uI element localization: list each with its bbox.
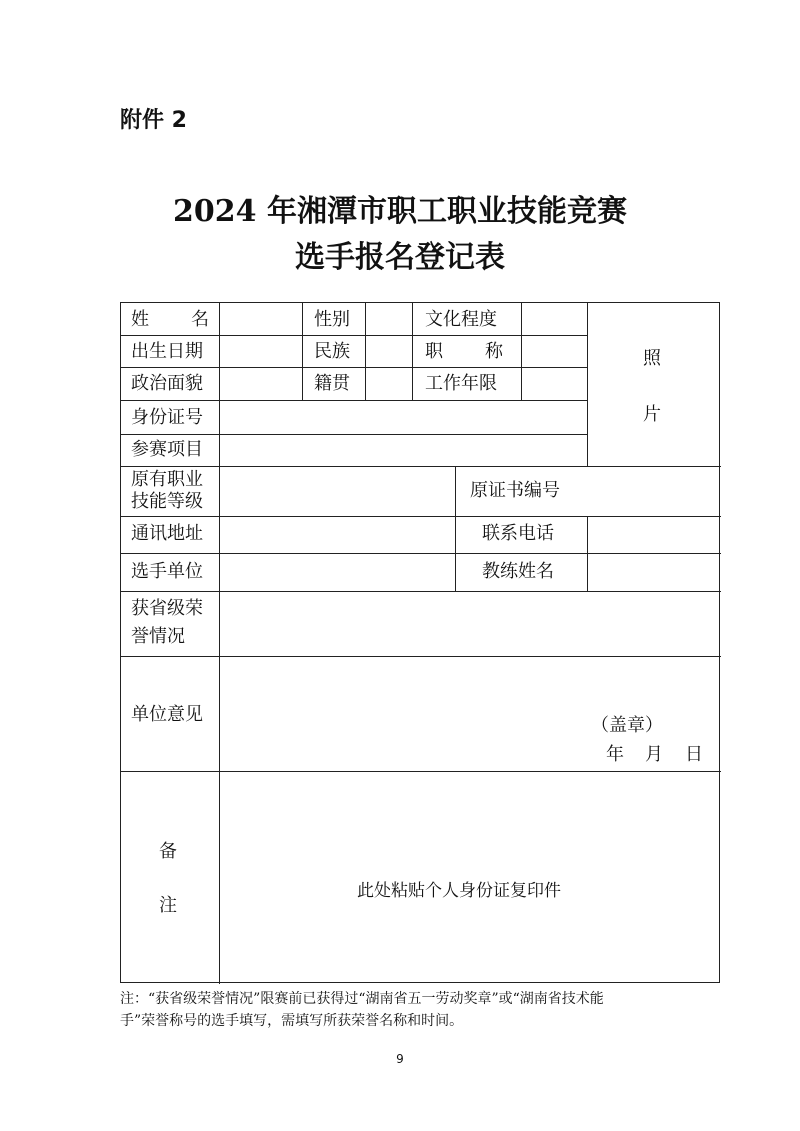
registration-form-table xyxy=(120,302,720,983)
work-years-label: 工作年限 xyxy=(425,373,497,394)
coach-label: 教练姓名 xyxy=(482,561,554,582)
honor-label-1: 获省级荣 xyxy=(131,598,203,619)
unit-input[interactable] xyxy=(220,554,455,591)
professional-title-label: 职 称 xyxy=(425,341,503,362)
ethnicity-label: 民族 xyxy=(314,341,350,362)
id-copy-area[interactable] xyxy=(220,772,721,984)
id-number-label: 身份证号 xyxy=(131,407,203,428)
photo-area[interactable] xyxy=(588,303,721,466)
attachment-label: 附件 2 xyxy=(120,108,187,133)
skill-level-input[interactable] xyxy=(220,467,455,516)
id-copy-note: 此处粘贴个人身份证复印件 xyxy=(357,881,561,901)
education-input[interactable] xyxy=(522,303,587,335)
phone-label: 联系电话 xyxy=(482,523,554,544)
date-month-label: 月 xyxy=(645,744,663,765)
birth-date-label: 出生日期 xyxy=(131,341,203,362)
photo-label-1: 照 xyxy=(643,348,661,369)
id-number-input[interactable] xyxy=(220,401,587,434)
seal-label: （盖章） xyxy=(591,715,663,736)
political-status-input[interactable] xyxy=(220,368,302,400)
note-line-1: 注：“获省级荣誉情况”限赛前已获得过“湖南省五一劳动奖章”或“湖南省技术能 xyxy=(120,991,604,1007)
remark-label-1: 备 xyxy=(159,841,177,862)
form-title-line-2: 选手报名登记表 xyxy=(295,240,505,275)
date-year-label: 年 xyxy=(606,744,624,765)
page-number: 9 xyxy=(396,1052,404,1066)
skill-level-label-2: 技能等级 xyxy=(131,491,203,512)
ethnicity-input[interactable] xyxy=(366,336,412,367)
unit-opinion-label: 单位意见 xyxy=(131,704,203,725)
address-input[interactable] xyxy=(220,517,455,553)
honor-label-2: 誉情况 xyxy=(131,626,185,647)
education-label: 文化程度 xyxy=(425,309,497,330)
photo-label-2: 片 xyxy=(643,404,661,425)
gender-label: 性别 xyxy=(314,309,350,330)
native-place-label: 籍贯 xyxy=(314,373,350,394)
form-note xyxy=(120,988,720,1032)
gender-input[interactable] xyxy=(366,303,412,335)
form-title-line-1: 2024 年湘潭市职工职业技能竞赛 xyxy=(173,194,627,229)
note-line-2: 手”荣誉称号的选手填写，需填写所获荣誉名称和时间。 xyxy=(120,1013,464,1029)
native-place-input[interactable] xyxy=(366,368,412,400)
unit-label: 选手单位 xyxy=(131,561,203,582)
certificate-number-input[interactable] xyxy=(588,467,721,516)
work-years-input[interactable] xyxy=(522,368,587,400)
name-label: 姓 名 xyxy=(131,309,209,330)
honor-input[interactable] xyxy=(220,592,721,656)
phone-input[interactable] xyxy=(588,517,721,553)
skill-level-label-1: 原有职业 xyxy=(131,469,203,490)
remark-label-2: 注 xyxy=(159,895,177,916)
address-label: 通讯地址 xyxy=(131,523,203,544)
date-day-label: 日 xyxy=(685,744,703,765)
political-status-label: 政治面貌 xyxy=(131,373,203,394)
name-input[interactable] xyxy=(220,303,302,335)
event-label: 参赛项目 xyxy=(131,439,203,460)
event-input[interactable] xyxy=(220,435,587,466)
certificate-number-label: 原证书编号 xyxy=(470,480,560,501)
birth-date-input[interactable] xyxy=(220,336,302,367)
coach-input[interactable] xyxy=(588,554,721,591)
professional-title-input[interactable] xyxy=(522,336,587,367)
